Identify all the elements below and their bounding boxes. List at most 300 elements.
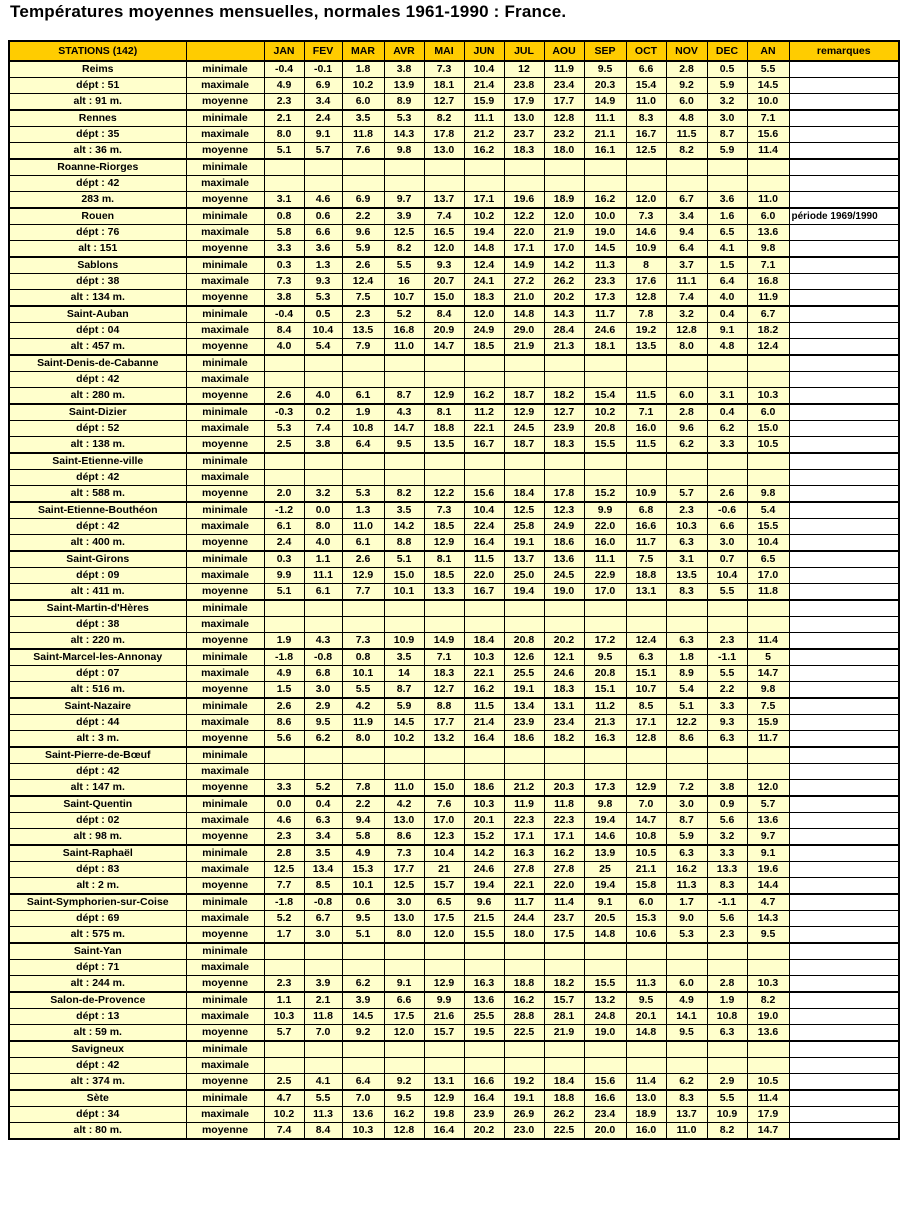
table-cell: 2.6	[342, 551, 384, 568]
table-cell: 28.4	[544, 323, 584, 339]
table-row	[9, 878, 899, 895]
table-cell: 16.4	[464, 731, 504, 748]
table-cell: 0.8	[264, 208, 304, 225]
table-cell: 13.4	[504, 698, 544, 715]
table-cell: 5	[747, 649, 789, 666]
table-cell: 4.8	[707, 339, 747, 356]
table-cell: 12.4	[626, 633, 666, 650]
table-cell: 3.9	[304, 976, 342, 993]
table-cell: 1.8	[666, 649, 707, 666]
table-cell: 7.3	[626, 208, 666, 225]
table-cell	[626, 747, 666, 764]
table-cell: 16.3	[584, 731, 626, 748]
table-cell: 19.0	[544, 584, 584, 601]
table-row	[9, 894, 899, 911]
table-cell: 4.2	[342, 698, 384, 715]
table-cell: 3.9	[342, 992, 384, 1009]
table-cell: 7.6	[424, 796, 464, 813]
table-cell: 16.2	[464, 682, 504, 699]
table-row	[9, 960, 899, 976]
table-cell: 2.6	[707, 486, 747, 503]
table-cell	[304, 617, 342, 633]
table-cell	[626, 159, 666, 176]
table-cell: 11.0	[342, 519, 384, 535]
table-cell: 11.1	[464, 110, 504, 127]
table-cell: 7.3	[424, 502, 464, 519]
table-cell: 23.3	[584, 274, 626, 290]
table-cell: 5.3	[264, 421, 304, 437]
table-cell: 18.5	[424, 519, 464, 535]
measure-label: minimale	[186, 943, 264, 960]
table-cell	[264, 747, 304, 764]
table-cell: 11.3	[584, 257, 626, 274]
station-name: Saint-Quentin	[9, 796, 186, 813]
table-cell: 17.3	[584, 780, 626, 797]
measure-label: maximale	[186, 813, 264, 829]
table-row	[9, 666, 899, 682]
remark-cell	[789, 1090, 899, 1107]
remark-cell	[789, 339, 899, 356]
table-cell: 20.1	[464, 813, 504, 829]
remark-cell	[789, 666, 899, 682]
table-cell: 10.7	[384, 290, 424, 307]
table-cell	[304, 764, 342, 780]
measure-label: maximale	[186, 127, 264, 143]
table-cell: 19.1	[504, 682, 544, 699]
table-cell	[424, 600, 464, 617]
table-cell: 6.3	[666, 845, 707, 862]
table-cell: 5.6	[707, 813, 747, 829]
table-cell: 15.5	[464, 927, 504, 944]
table-cell: 8.1	[424, 551, 464, 568]
table-cell: 15.6	[464, 486, 504, 503]
table-cell: 16.2	[584, 192, 626, 209]
table-cell: 6.2	[304, 731, 342, 748]
table-cell: 12	[504, 61, 544, 78]
table-cell	[304, 159, 342, 176]
table-cell: 7.4	[424, 208, 464, 225]
table-cell: 11.0	[384, 780, 424, 797]
table-cell: 9.4	[666, 225, 707, 241]
table-cell: 15.0	[424, 290, 464, 307]
table-cell	[666, 1041, 707, 1058]
table-cell: 15.0	[424, 780, 464, 797]
measure-label: maximale	[186, 274, 264, 290]
table-cell: 15.5	[584, 976, 626, 993]
table-cell	[707, 600, 747, 617]
measure-label: moyenne	[186, 829, 264, 846]
table-cell: 8.0	[384, 927, 424, 944]
measure-label: minimale	[186, 698, 264, 715]
table-cell: 10.8	[626, 829, 666, 846]
table-cell: 6.8	[626, 502, 666, 519]
station-alt: alt : 411 m.	[9, 584, 186, 601]
station-name: Sablons	[9, 257, 186, 274]
table-cell: 5.1	[264, 143, 304, 160]
table-cell: 10.0	[584, 208, 626, 225]
table-cell: 3.6	[304, 241, 342, 258]
measure-label: maximale	[186, 225, 264, 241]
table-cell	[464, 159, 504, 176]
table-cell: 22.0	[504, 225, 544, 241]
table-cell	[626, 453, 666, 470]
table-cell: 4.7	[747, 894, 789, 911]
table-cell: 10.4	[464, 61, 504, 78]
table-cell: 14.5	[584, 241, 626, 258]
station-alt: alt : 374 m.	[9, 1074, 186, 1091]
table-cell: 19.0	[584, 1025, 626, 1042]
table-cell: 6.2	[666, 437, 707, 454]
table-cell: 5.4	[747, 502, 789, 519]
table-cell: 19.6	[747, 862, 789, 878]
table-cell: 15.6	[747, 127, 789, 143]
table-cell: 20.3	[544, 780, 584, 797]
table-row	[9, 78, 899, 94]
table-cell: 2.3	[666, 502, 707, 519]
table-cell	[584, 960, 626, 976]
table-cell: 7.5	[342, 290, 384, 307]
table-cell: 3.1	[666, 551, 707, 568]
table-cell: 6.6	[707, 519, 747, 535]
station-name: Saint-Nazaire	[9, 698, 186, 715]
table-cell: 3.7	[666, 257, 707, 274]
table-cell	[464, 747, 504, 764]
column-header: JUL	[504, 41, 544, 61]
table-cell: 5.8	[342, 829, 384, 846]
table-cell: 4.1	[707, 241, 747, 258]
table-cell: 20.0	[584, 1123, 626, 1140]
table-cell: 0.7	[707, 551, 747, 568]
table-cell: 7.9	[342, 339, 384, 356]
measure-label: moyenne	[186, 339, 264, 356]
table-cell: 19.1	[504, 1090, 544, 1107]
table-cell: 4.6	[264, 813, 304, 829]
measure-label: maximale	[186, 1058, 264, 1074]
table-cell: 5.5	[747, 61, 789, 78]
table-cell: 18.0	[504, 927, 544, 944]
table-cell: 12.7	[544, 404, 584, 421]
table-cell: 6.3	[666, 633, 707, 650]
table-cell: 5.8	[264, 225, 304, 241]
table-cell: 7.0	[626, 796, 666, 813]
table-cell	[544, 453, 584, 470]
table-cell: 3.1	[707, 388, 747, 405]
remark-cell	[789, 911, 899, 927]
remark-cell	[789, 943, 899, 960]
table-cell: 18.9	[544, 192, 584, 209]
table-cell: 4.0	[304, 535, 342, 552]
station-alt: alt : 138 m.	[9, 437, 186, 454]
table-cell	[464, 453, 504, 470]
measure-label: moyenne	[186, 437, 264, 454]
table-cell: 5.2	[304, 780, 342, 797]
column-header: AOU	[544, 41, 584, 61]
measure-label: maximale	[186, 1107, 264, 1123]
table-cell: 18.3	[424, 666, 464, 682]
table-cell: 2.4	[304, 110, 342, 127]
table-cell: 3.5	[342, 110, 384, 127]
measure-label: moyenne	[186, 94, 264, 111]
table-row	[9, 715, 899, 731]
table-cell: 17.8	[424, 127, 464, 143]
table-cell: 5.5	[304, 1090, 342, 1107]
table-cell: 12.9	[504, 404, 544, 421]
table-cell: 16.0	[626, 421, 666, 437]
table-cell	[707, 159, 747, 176]
table-cell: 6.6	[626, 61, 666, 78]
station-alt: alt : 151	[9, 241, 186, 258]
table-cell: 11.1	[584, 551, 626, 568]
table-cell: 16.2	[666, 862, 707, 878]
table-cell	[304, 470, 342, 486]
table-row	[9, 992, 899, 1009]
table-cell: 6.1	[304, 584, 342, 601]
table-cell: 2.8	[264, 845, 304, 862]
table-cell	[544, 372, 584, 388]
table-cell: 10.8	[342, 421, 384, 437]
table-cell: 19.2	[504, 1074, 544, 1091]
table-cell: 3.4	[666, 208, 707, 225]
table-cell	[584, 747, 626, 764]
table-cell: -1.1	[707, 649, 747, 666]
table-cell: 8.5	[626, 698, 666, 715]
table-cell: 27.8	[544, 862, 584, 878]
table-cell	[707, 943, 747, 960]
table-cell	[584, 764, 626, 780]
column-header	[186, 41, 264, 61]
table-cell: 19.5	[464, 1025, 504, 1042]
table-cell: 10.4	[747, 535, 789, 552]
table-cell: 21.3	[584, 715, 626, 731]
table-cell: 12.6	[504, 649, 544, 666]
table-cell	[584, 1058, 626, 1074]
table-cell	[342, 960, 384, 976]
remark-cell	[789, 274, 899, 290]
table-cell	[707, 176, 747, 192]
table-cell: 3.0	[707, 110, 747, 127]
table-cell: 15.7	[544, 992, 584, 1009]
table-cell: 19.0	[584, 225, 626, 241]
table-cell: 7.7	[342, 584, 384, 601]
table-cell: 11.8	[304, 1009, 342, 1025]
table-cell: 8.1	[424, 404, 464, 421]
table-cell: 17.5	[544, 927, 584, 944]
table-cell	[544, 1041, 584, 1058]
table-cell: 15.1	[584, 682, 626, 699]
table-cell: 6.3	[304, 813, 342, 829]
table-cell: 22.1	[464, 421, 504, 437]
table-cell: 15.7	[424, 1025, 464, 1042]
table-cell: 5.5	[342, 682, 384, 699]
temperature-table	[8, 40, 900, 1140]
table-cell: 2.5	[264, 1074, 304, 1091]
table-cell: 17.0	[584, 584, 626, 601]
station-dept: dépt : 09	[9, 568, 186, 584]
table-cell	[504, 453, 544, 470]
table-cell	[264, 176, 304, 192]
table-row	[9, 568, 899, 584]
table-cell: 26.2	[544, 274, 584, 290]
table-cell: 1.5	[264, 682, 304, 699]
table-cell: 8.4	[424, 306, 464, 323]
table-cell	[504, 764, 544, 780]
table-row	[9, 355, 899, 372]
table-cell: 13.5	[666, 568, 707, 584]
station-dept: dépt : 83	[9, 862, 186, 878]
station-dept: dépt : 35	[9, 127, 186, 143]
remark-cell	[789, 306, 899, 323]
table-cell: 18.0	[544, 143, 584, 160]
table-cell: 12.4	[464, 257, 504, 274]
table-cell: 18.7	[504, 388, 544, 405]
table-cell: 18.8	[626, 568, 666, 584]
table-row	[9, 176, 899, 192]
table-cell: 12.4	[747, 339, 789, 356]
table-cell: 27.8	[504, 862, 544, 878]
table-cell: 16.8	[384, 323, 424, 339]
measure-label: moyenne	[186, 192, 264, 209]
table-cell: 12.8	[666, 323, 707, 339]
table-cell	[666, 176, 707, 192]
table-cell: 22.1	[464, 666, 504, 682]
table-cell: 5.3	[384, 110, 424, 127]
table-cell	[544, 1058, 584, 1074]
table-cell	[747, 176, 789, 192]
table-cell: 11.5	[464, 698, 504, 715]
table-cell: 9.5	[384, 437, 424, 454]
table-cell: 26.9	[504, 1107, 544, 1123]
table-cell	[584, 470, 626, 486]
table-cell: 15.2	[464, 829, 504, 846]
table-cell: 12.0	[626, 192, 666, 209]
table-row	[9, 927, 899, 944]
table-cell: 25	[584, 862, 626, 878]
table-row	[9, 584, 899, 601]
remark-cell	[789, 355, 899, 372]
table-cell: 3.2	[707, 94, 747, 111]
table-cell: 16.4	[424, 1123, 464, 1140]
table-cell: 16.7	[464, 437, 504, 454]
table-cell	[304, 453, 342, 470]
table-cell	[707, 960, 747, 976]
remark-cell	[789, 535, 899, 552]
table-cell: -1.1	[707, 894, 747, 911]
remark-cell	[789, 584, 899, 601]
table-cell: 14	[384, 666, 424, 682]
table-cell: 5.3	[342, 486, 384, 503]
table-cell: 11.4	[544, 894, 584, 911]
table-cell: 7.0	[342, 1090, 384, 1107]
measure-label: moyenne	[186, 976, 264, 993]
table-cell: 8.6	[384, 829, 424, 846]
table-cell: 8.0	[342, 731, 384, 748]
table-cell: 8.7	[707, 127, 747, 143]
table-cell	[504, 747, 544, 764]
station-name: Saint-Martin-d'Hères	[9, 600, 186, 617]
table-cell: 16.3	[464, 976, 504, 993]
table-cell: 7.4	[264, 1123, 304, 1140]
table-cell	[626, 470, 666, 486]
table-cell: 2.3	[707, 633, 747, 650]
table-cell: 7.4	[304, 421, 342, 437]
table-cell: 20.8	[504, 633, 544, 650]
table-cell	[707, 1058, 747, 1074]
table-cell: 14.8	[464, 241, 504, 258]
table-cell: 2.8	[666, 404, 707, 421]
measure-label: minimale	[186, 1090, 264, 1107]
table-cell: 17.8	[544, 486, 584, 503]
table-cell: 19.6	[504, 192, 544, 209]
table-cell	[707, 372, 747, 388]
table-cell: 3.5	[304, 845, 342, 862]
table-cell	[264, 600, 304, 617]
table-cell: 15.9	[747, 715, 789, 731]
table-cell: 18.3	[544, 682, 584, 699]
table-cell: 14.9	[424, 633, 464, 650]
station-name: Saint-Yan	[9, 943, 186, 960]
table-cell: 21.9	[504, 339, 544, 356]
table-cell: 18.3	[504, 143, 544, 160]
remark-cell	[789, 633, 899, 650]
remark-cell	[789, 127, 899, 143]
table-cell	[384, 176, 424, 192]
table-cell: 14.3	[544, 306, 584, 323]
table-cell: 0.2	[304, 404, 342, 421]
table-cell: 5.7	[264, 1025, 304, 1042]
table-cell	[666, 943, 707, 960]
table-cell: 12.0	[384, 1025, 424, 1042]
table-cell: 11.4	[747, 633, 789, 650]
table-cell: 14.4	[747, 878, 789, 895]
table-cell: 8.8	[384, 535, 424, 552]
table-cell: 3.8	[707, 780, 747, 797]
table-cell: 12.5	[626, 143, 666, 160]
table-cell	[584, 372, 626, 388]
table-cell: 9.7	[747, 829, 789, 846]
station-dept: dépt : 13	[9, 1009, 186, 1025]
table-cell	[424, 1041, 464, 1058]
table-cell: 19.4	[464, 878, 504, 895]
table-cell	[342, 355, 384, 372]
table-cell: -1.8	[264, 894, 304, 911]
table-cell	[666, 764, 707, 780]
measure-label: maximale	[186, 176, 264, 192]
station-dept: dépt : 44	[9, 715, 186, 731]
table-cell: 3.0	[304, 682, 342, 699]
measure-label: maximale	[186, 519, 264, 535]
table-cell: 23.4	[544, 715, 584, 731]
table-cell	[504, 470, 544, 486]
table-cell	[342, 764, 384, 780]
table-cell	[747, 1041, 789, 1058]
measure-label: maximale	[186, 323, 264, 339]
table-cell: 10.2	[264, 1107, 304, 1123]
remark-cell	[789, 176, 899, 192]
table-cell: 11.5	[626, 437, 666, 454]
table-cell: 3.0	[384, 894, 424, 911]
table-cell: 18.6	[544, 535, 584, 552]
table-cell: 12.9	[424, 388, 464, 405]
table-cell: 12.2	[666, 715, 707, 731]
table-cell: 10.4	[707, 568, 747, 584]
table-cell: 8.7	[384, 682, 424, 699]
table-cell: 1.1	[264, 992, 304, 1009]
table-cell: 15.2	[584, 486, 626, 503]
table-cell	[304, 355, 342, 372]
measure-label: maximale	[186, 911, 264, 927]
table-cell: 22.5	[544, 1123, 584, 1140]
table-cell: 15.9	[464, 94, 504, 111]
